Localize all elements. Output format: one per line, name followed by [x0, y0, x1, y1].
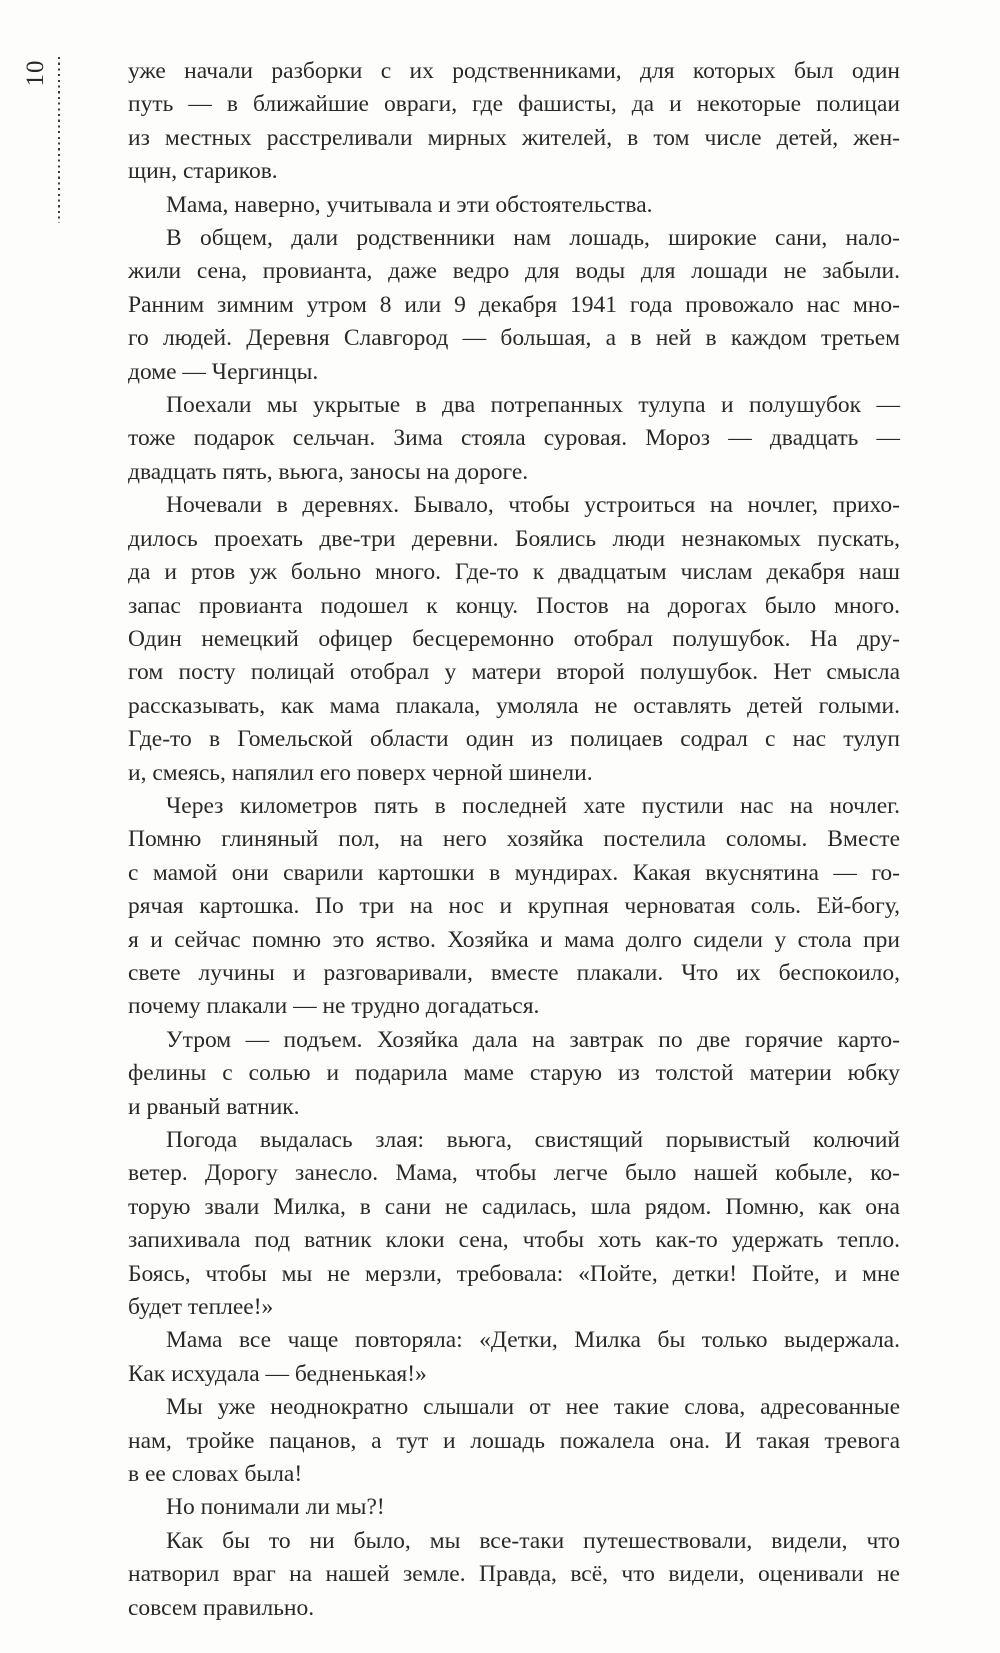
- text-line: В общем, дали родственники нам лошадь, широкие сани, нало-: [166, 225, 900, 252]
- text-line: и, смеясь, напялил его поверх черной шинели.: [128, 759, 593, 786]
- text-line: Мама все чаще повторяла: «Детки, Милка бы только выдержала.: [166, 1327, 900, 1354]
- text-line: Как бы то ни было, мы все-таки путешествовали, видели, что: [166, 1527, 900, 1554]
- text-line: Боясь, чтобы мы не мерзли, требовала: «Пойте, детки! Пойте, и мне: [128, 1260, 900, 1287]
- dotted-rule: [58, 57, 60, 223]
- text-line: рассказывать, как мама плакала, умоляла не оставлять детей голыми.: [128, 692, 900, 719]
- text-line: почему плакали — не трудно догадаться.: [128, 993, 540, 1020]
- text-line: Через километров пять в последней хате пустили нас на ночлег.: [166, 792, 900, 819]
- text-line: доме — Чергинцы.: [128, 358, 319, 385]
- text-line: ветер. Дорогу занесло. Мама, чтобы легче было нашей кобыле, ко-: [128, 1160, 900, 1187]
- text-line: совсем правильно.: [128, 1594, 315, 1621]
- text-line: Мы уже неоднократно слышали от нее такие слова, адресованные: [166, 1394, 900, 1421]
- text-line: да и ртов уж больно много. Где-то к двадцатым числам декабря наш: [128, 559, 900, 586]
- text-line: двадцать пять, вьюга, заносы на дороге.: [128, 458, 529, 485]
- text-line: Один немецкий офицер бесцеремонно отобрал полушубок. На дру-: [128, 625, 900, 652]
- text-line: натворил враг на нашей земле. Правда, всё, что видели, оценивали не: [128, 1561, 900, 1588]
- text-line: Где-то в Гомельской области один из полицаев содрал с нас тулуп: [128, 726, 900, 753]
- text-line: я и сейчас помню это яство. Хозяйка и мама долго сидели у стола при: [128, 926, 900, 953]
- text-line: гом посту полицай отобрал у матери второй полушубок. Нет смысла: [128, 659, 900, 686]
- text-line: Помню глиняный пол, на него хозяйка постелила соломы. Вместе: [128, 826, 900, 853]
- text-line: жили сена, провианта, даже ведро для воды для лошади не забыли.: [128, 258, 900, 285]
- text-line: рячая картошка. По три на нос и крупная черноватая соль. Ей-богу,: [128, 893, 900, 920]
- text-line: фелины с солью и подарила маме старую из толстой материи юбку: [128, 1060, 900, 1087]
- text-line: и рваный ватник.: [128, 1093, 300, 1120]
- text-line: Ночевали в деревнях. Бывало, чтобы устроиться на ночлег, прихо-: [166, 492, 900, 519]
- text-line: запас провианта подошел к концу. Постов на дорогах было много.: [128, 592, 900, 619]
- text-line: Как исхудала — бедненькая!»: [128, 1360, 427, 1387]
- text-line: с мамой они сварили картошки в мундирах. Какая вкуснятина — го-: [128, 859, 900, 886]
- text-line: в ее словах была!: [128, 1461, 303, 1488]
- text-line: нам, тройке пацанов, а тут и лошадь пожалела она. И такая тревога: [128, 1427, 900, 1454]
- text-line: Утром — подъем. Хозяйка дала на завтрак по две горячие карто-: [166, 1026, 900, 1053]
- text-line: Мама, наверно, учитывала и эти обстоятельства.: [166, 191, 653, 218]
- page-number: 10: [22, 59, 49, 87]
- text-line: из местных расстреливали мирных жителей, в том числе детей, жен-: [128, 124, 900, 151]
- text-line: путь — в ближайшие овраги, где фашисты, да и некоторые полицаи: [128, 91, 900, 118]
- text-line: Поехали мы укрытые в два потрепанных тулупа и полушубок —: [166, 392, 900, 419]
- text-line: свете лучины и разговаривали, вместе плакали. Что их беспокоило,: [128, 959, 900, 986]
- text-line: щин, стариков.: [128, 158, 278, 185]
- text-line: запихивала под ватник клоки сена, чтобы хоть как-то удержать тепло.: [128, 1227, 900, 1254]
- text-line: Но понимали ли мы?!: [166, 1494, 385, 1521]
- text-line: го людей. Деревня Славгород — большая, а в ней в каждом третьем: [128, 325, 900, 352]
- text-line: Погода выдалась злая: вьюга, свистящий порывистый колючий: [166, 1127, 900, 1153]
- text-line: уже начали разборки с их родственниками, для которых был один: [128, 58, 900, 84]
- body-text: [128, 55, 900, 1625]
- text-line: будет теплее!»: [128, 1294, 274, 1321]
- text-line: тоже подарок сельчан. Зима стояла суровая. Мороз — двадцать —: [128, 425, 900, 452]
- text-line: Ранним зимним утром 8 или 9 декабря 1941 года провожало нас мно-: [128, 291, 900, 318]
- text-line: дилось проехать две-три деревни. Боялись люди незнакомых пускать,: [128, 525, 900, 552]
- text-line: торую звали Милка, в сани не садилась, шла рядом. Помню, как она: [128, 1193, 900, 1220]
